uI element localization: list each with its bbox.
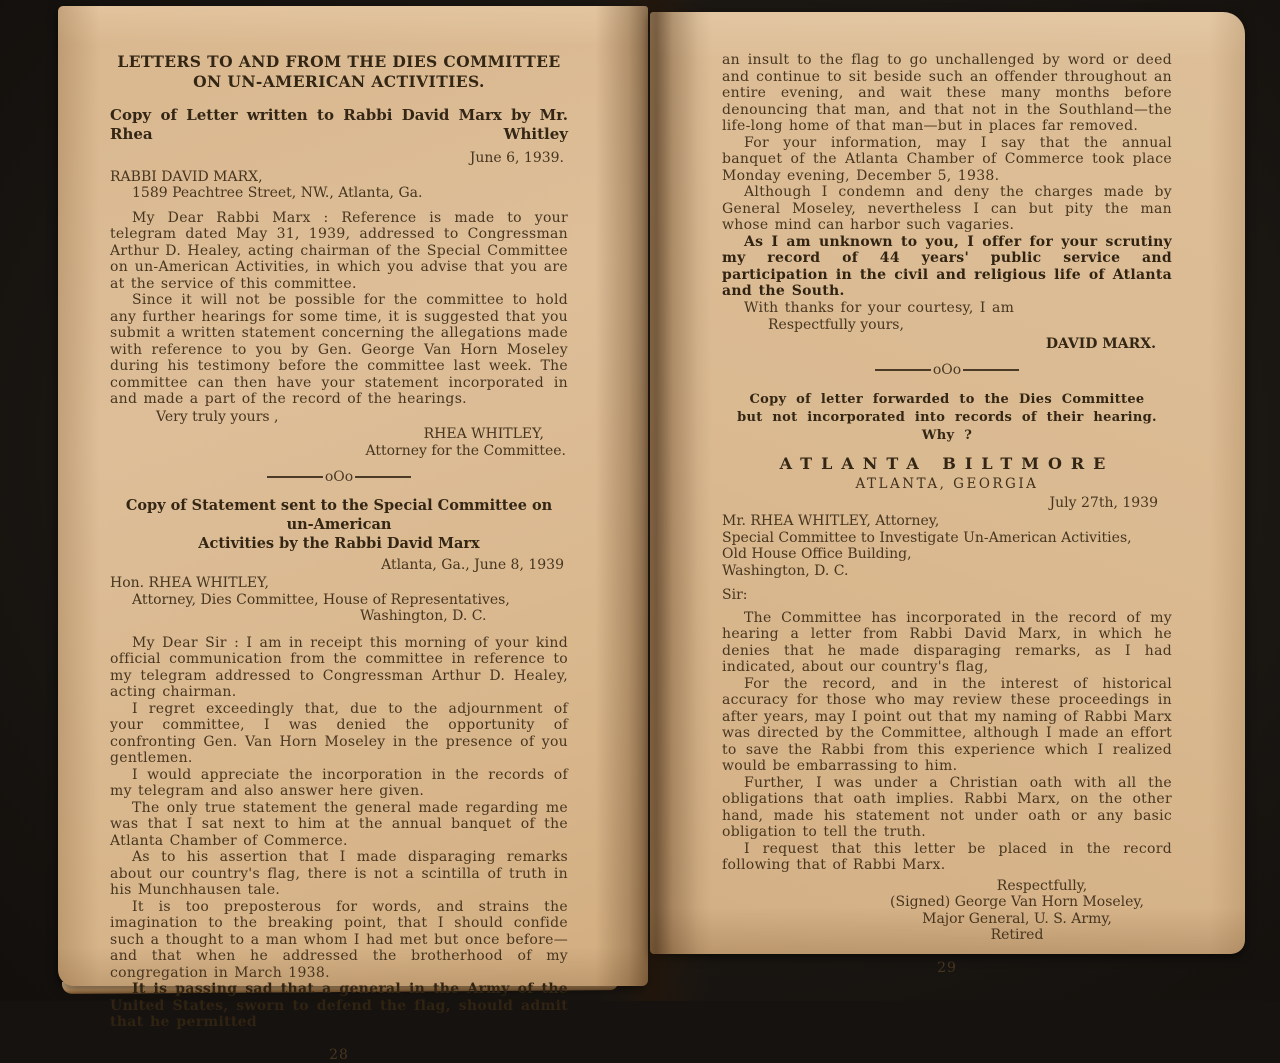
letter2-address-line-3: Washington, D. C. (110, 608, 568, 625)
letter3-paragraph: For the record, and in the interest of historical accuracy for those who may review these proceedings in after years, may I point out that my naming of Rabbi Marx was directed by the Committee, although I made an effort to save the Rabbi from this experience which I realized would be embarrassing to him. (722, 676, 1172, 775)
letter1-paragraph: My Dear Rabbi Marx : Reference is made to your telegram dated May 31, 1939, addressed to Congressman Arthur D. Healey, acting chairman of the Special Committee on un-American Activities, in which you advise that you are at the service of this committee. (110, 210, 568, 293)
letter3-address-line-3: Old House Office Building, (722, 546, 1172, 563)
letter2-paragraph-bold: It is passing sad that a general in the Army of the United States, sworn to defend the flag, should admit that he permitted (110, 981, 568, 1031)
section-title (110, 52, 568, 92)
letter1-address (110, 169, 568, 202)
letter2-heading (110, 496, 568, 553)
letter3-address-line-2: Special Committee to Investigate Un-American Activities, (722, 530, 1172, 547)
letter3-signature-line-2: Major General, U. S. Army, (862, 911, 1172, 928)
letterhead-hotel-name: ATLANTA BILTMORE (722, 453, 1172, 474)
right-page (650, 12, 1245, 954)
letter2-paragraph: My Dear Sir : I am in receipt this morning of your kind official communication from the committee in reference to my telegram addressed to Congressman Arthur D. Healey, acting chairman. (110, 635, 568, 701)
letter2-continuation-paragraph-bold: As I am unknown to you, I offer for your scrutiny my record of 44 years' public service and participation in the civil and religious life of Atlanta and the South. (722, 234, 1172, 300)
letter2-address-line-1: Hon. RHEA WHITLEY, (110, 575, 568, 592)
left-page (58, 6, 648, 986)
divider-ornament (110, 469, 568, 486)
letter3-closing: Respectfully, (722, 878, 1172, 895)
letter1-date: June 6, 1939. (110, 150, 568, 167)
letterhead-hotel-city: ATLANTA, GEORGIA (722, 476, 1172, 493)
letter1-closing: Very truly yours , (110, 409, 568, 426)
letter2-continuation-paragraph: Although I condemn and deny the charges made by General Moseley, nevertheless I can but pity the man whose mind can harbor such vagaries. (722, 184, 1172, 234)
letter2-paragraph: The only true statement the general made regarding me was that I sat next to him at the annual banquet of the Atlanta Chamber of Commerce. (110, 800, 568, 850)
letter3-address (722, 513, 1172, 579)
divider-text: oOo (325, 469, 353, 486)
section-title-line-1: LETTERS TO AND FROM THE DIES COMMITTEE (110, 52, 568, 72)
letter2-paragraph: As to his assertion that I made disparaging remarks about our country's flag, there is not a scintilla of truth in his Munchhausen tale. (110, 849, 568, 899)
letter2-address (110, 575, 568, 625)
letter3-heading (722, 391, 1172, 445)
letter2-heading-line-2: Activities by the Rabbi David Marx (110, 534, 568, 553)
letter3-signature-line-3: Retired (862, 927, 1172, 944)
divider-text: oOo (933, 362, 961, 379)
letter2-closing: Respectfully yours, (722, 317, 1172, 334)
letter2-dateline: Atlanta, Ga., June 8, 1939 (110, 557, 568, 574)
letter3-paragraph: The Committee has incorporated in the record of my hearing a letter from Rabbi David Marx, in which he denies that he made disparaging remarks, as I had indicated, about our country's flag, (722, 610, 1172, 676)
letter3-signature-line-1: (Signed) George Van Horn Moseley, (862, 894, 1172, 911)
letter2-continuation-paragraph: For your information, may I say that the annual banquet of the Atlanta Chamber of Commerce took place Monday evening, December 5, 1938. (722, 135, 1172, 185)
letter1-signature (110, 426, 568, 459)
letter3-date: July 27th, 1939 (722, 495, 1172, 512)
letter1-heading: Copy of Letter written to Rabbi David Marx by Mr. Rhea Whitley (110, 106, 568, 144)
left-page-content (110, 52, 568, 1063)
letter3-salutation: Sir: (722, 587, 1172, 604)
section-title-line-2: ON UN-AMERICAN ACTIVITIES. (110, 72, 568, 92)
letter1-signature-name: RHEA WHITLEY, (110, 426, 568, 443)
letter3-paragraph: I request that this letter be placed in the record following that of Rabbi Marx. (722, 841, 1172, 874)
letter2-continuation-paragraph: an insult to the flag to go unchallenged by word or deed and continue to sit beside such an offender throughout an entire evening, and wait these many months before denouncing that man, and that not in the Southland—the life-long home of that man—but in places far removed. (722, 52, 1172, 135)
letter2-signature: DAVID MARX. (722, 336, 1172, 353)
letter2-paragraph: I regret exceedingly that, due to the adjournment of your committee, I was denied the opportunity of confronting Gen. Van Horn Moseley in the presence of you gentlemen. (110, 701, 568, 767)
letter3-address-line-4: Washington, D. C. (722, 563, 1172, 580)
divider-ornament (722, 362, 1172, 379)
letter2-paragraph: It is too preposterous for words, and strains the imagination to the breaking point, that I should confide such a thought to a man whom I had met but once before—and that when he addressed the brotherhood of my congregation in March 1938. (110, 899, 568, 982)
letter3-address-line-1: Mr. RHEA WHITLEY, Attorney, (722, 513, 1172, 530)
letter3-heading-line-2: but not incorporated into records of their hearing. Why ? (722, 409, 1172, 445)
letter2-heading-line-1: Copy of Statement sent to the Special Committee on un-American (110, 496, 568, 534)
page-number-left: 28 (110, 1047, 568, 1063)
letter2-paragraph: I would appreciate the incorporation in the records of my telegram and also answer here given. (110, 767, 568, 800)
letter1-address-line-2: 1589 Peachtree Street, NW., Atlanta, Ga. (110, 185, 568, 202)
page-number-right: 29 (722, 960, 1172, 977)
letter2-address-line-2: Attorney, Dies Committee, House of Representatives, (110, 592, 568, 609)
letter1-address-line-1: RABBI DAVID MARX, (110, 169, 568, 186)
letter1-signature-role: Attorney for the Committee. (110, 443, 568, 460)
right-page-content (722, 52, 1172, 976)
letter2-thanks-line: With thanks for your courtesy, I am (722, 300, 1172, 317)
letter3-signature (722, 894, 1172, 944)
letter3-heading-line-1: Copy of letter forwarded to the Dies Committee (722, 391, 1172, 409)
letter3-paragraph: Further, I was under a Christian oath with all the obligations that oath implies. Rabbi Marx, on the other hand, made his statement not under oath or any basic obligation to tell the truth. (722, 775, 1172, 841)
letter1-paragraph: Since it will not be possible for the committee to hold any further hearings for some time, it is suggested that you submit a written statement concerning the allegations made with reference to you by Gen. George Van Horn Moseley during his testimony before the committee last week. The committee can then have your statement incorporated in and made a part of the record of the hearings. (110, 292, 568, 408)
